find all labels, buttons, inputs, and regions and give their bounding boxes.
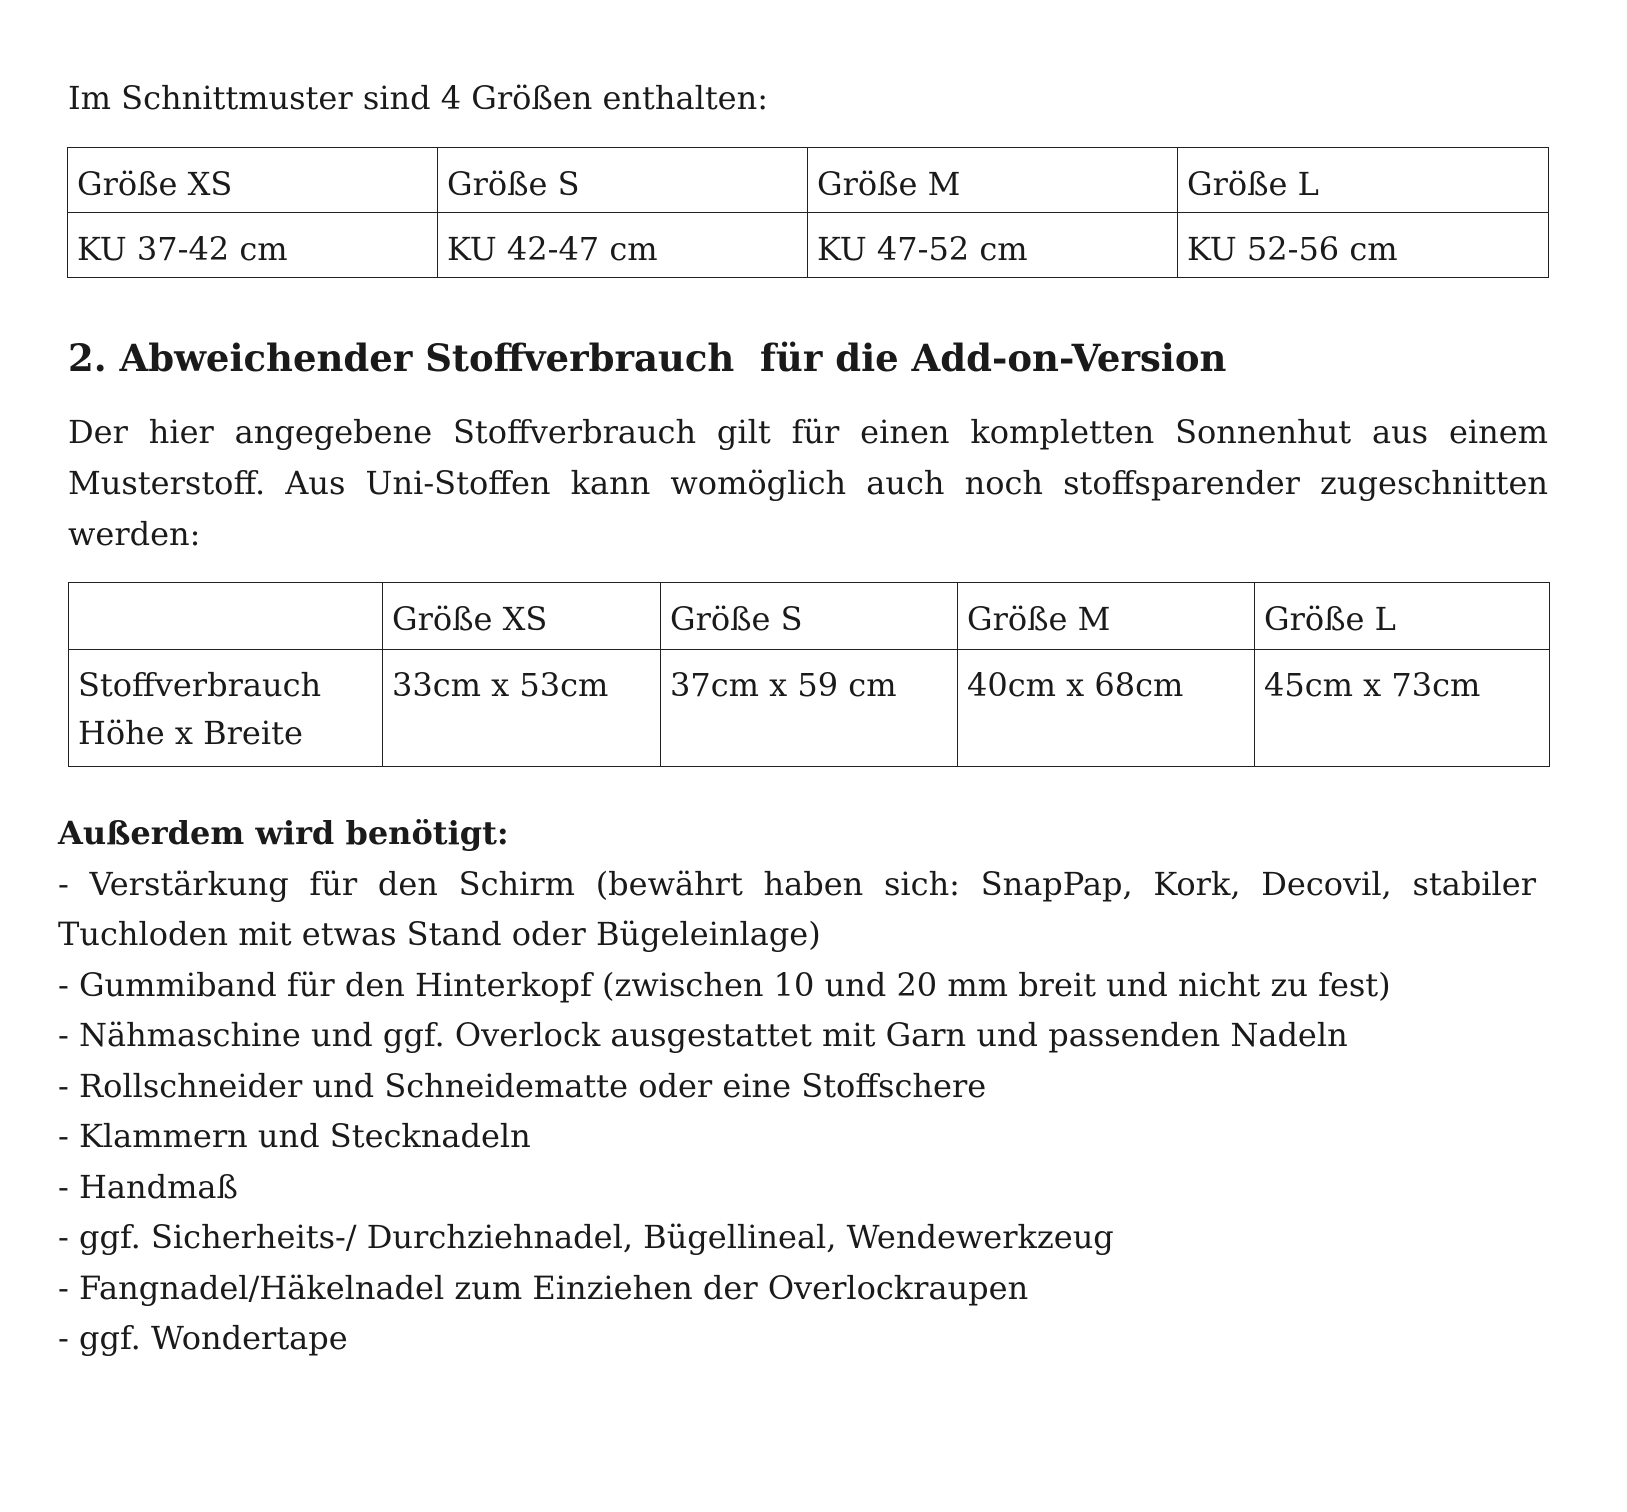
section-paragraph: Der hier angegebene Stoffverbrauch gilt für einen kompletten Sonnenhut aus einem Musterstoff. Aus Uni-Stoffen kann womöglich auch noch stoffsparender zugeschnitten werden:: [68, 413, 1548, 553]
extras-list-item: - Rollschneider und Schneidematte oder eine Stoffschere: [58, 1066, 987, 1105]
fabric-table-value-row: [69, 650, 1550, 767]
extras-section: [58, 808, 1536, 1364]
sizes-table-value-row: [68, 213, 1549, 278]
sizes-value-cell: KU 37-42 cm: [68, 213, 438, 278]
fabric-value-cell: 33cm x 53cm: [383, 650, 661, 767]
fabric-row-label-line2: Höhe x Breite: [78, 714, 303, 752]
sizes-value-cell: KU 52-56 cm: [1178, 213, 1549, 278]
fabric-table-header-row: [69, 583, 1550, 650]
fabric-row-label-cell: [69, 650, 383, 767]
fabric-header-cell: Größe S: [661, 583, 958, 650]
sizes-value-cell: KU 42-47 cm: [438, 213, 808, 278]
sizes-table-header-row: [68, 148, 1549, 213]
extras-list-item: - Gummiband für den Hinterkopf (zwischen 10 und 20 mm breit und nicht zu fest): [58, 965, 1391, 1004]
extras-list-item: - Verstärkung für den Schirm (bewährt haben sich: SnapPap, Kork, Decovil, stabiler Tuchloden mit etwas Stand oder Bügeleinlage): [58, 864, 1536, 953]
sizes-value-cell: KU 47-52 cm: [808, 213, 1178, 278]
extras-list-item: - ggf. Wondertape: [58, 1319, 348, 1357]
fabric-value-cell: 45cm x 73cm: [1255, 650, 1550, 767]
extras-title: Außerdem wird benötigt:: [58, 814, 509, 852]
extras-list-item: - Klammern und Stecknadeln: [58, 1117, 531, 1155]
sizes-table: [67, 147, 1549, 278]
sizes-header-cell: Größe M: [808, 148, 1178, 213]
fabric-row-label-line1: Stoffverbrauch: [78, 666, 322, 704]
fabric-value-cell: 37cm x 59 cm: [661, 650, 958, 767]
fabric-usage-table: [68, 582, 1550, 767]
fabric-header-cell: Größe L: [1255, 583, 1550, 650]
section-heading: 2. Abweichender Stoffverbrauch für die Add-on-Version: [68, 336, 1227, 380]
sizes-header-cell: Größe L: [1178, 148, 1549, 213]
fabric-header-cell: Größe M: [958, 583, 1255, 650]
intro-text: Im Schnittmuster sind 4 Größen enthalten:: [68, 79, 768, 117]
fabric-value-cell: 40cm x 68cm: [958, 650, 1255, 767]
sizes-header-cell: Größe S: [438, 148, 808, 213]
extras-list-item: - ggf. Sicherheits-/ Durchziehnadel, Bügellineal, Wendewerkzeug: [58, 1218, 1114, 1256]
extras-list-item: - Handmaß: [58, 1167, 238, 1206]
extras-list-item: - Fangnadel/Häkelnadel zum Einziehen der Overlockraupen: [58, 1268, 1029, 1307]
fabric-header-cell-empty: [69, 583, 383, 650]
extras-list-item: - Nähmaschine und ggf. Overlock ausgestattet mit Garn und passenden Nadeln: [58, 1016, 1348, 1054]
extras-list: [58, 859, 1536, 1364]
fabric-header-cell: Größe XS: [383, 583, 661, 650]
sizes-header-cell: Größe XS: [68, 148, 438, 213]
